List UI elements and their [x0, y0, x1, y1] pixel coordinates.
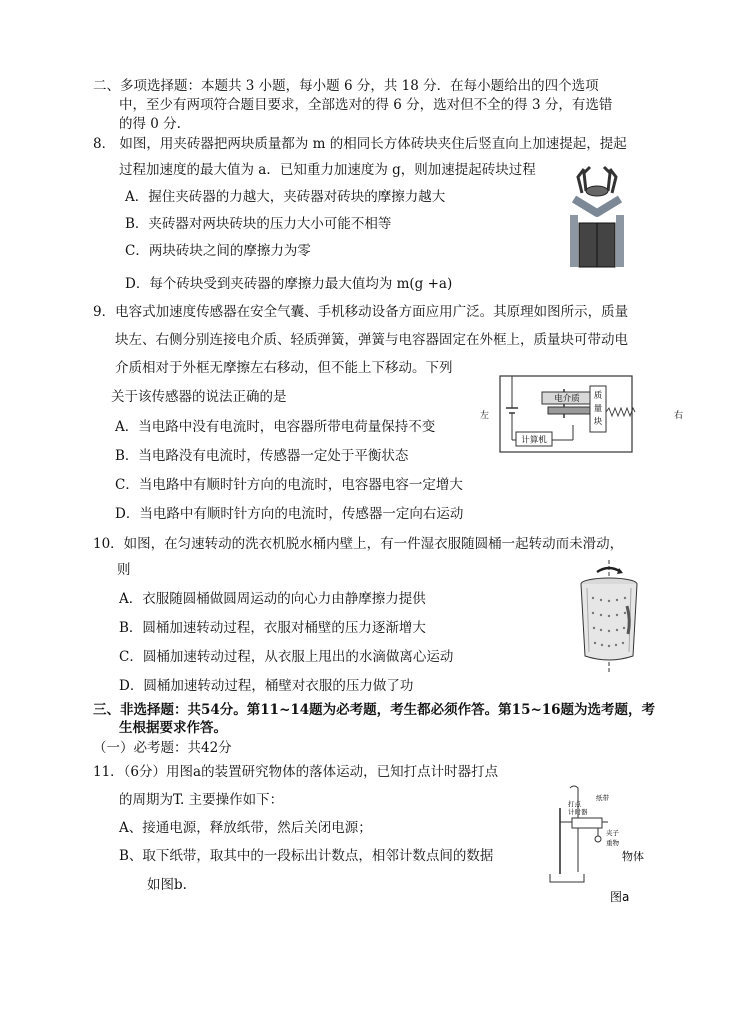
weight-label: 重物: [606, 839, 619, 847]
section2-title-line3: 的得 0 分.: [119, 116, 181, 132]
q9-option-a: A．当电路中没有电流时，电容器所带电荷量保持不变: [115, 419, 436, 435]
brick-clamp-figure: [568, 165, 630, 271]
q9-option-d: D．当电路中有顺时针方向的电流时，传感器一定向右运动: [115, 506, 464, 522]
q8-option-d: D．每个砖块受到夹砖器的摩擦力最大值均为 m(g +a): [125, 276, 453, 292]
accelerometer-figure: [478, 372, 690, 454]
tape-label: 纸带: [596, 794, 609, 802]
object-label: 物体: [622, 850, 644, 863]
q11-step-b-line2: 如图b.: [147, 877, 187, 893]
q8-option-c: C．两块砖块之间的摩擦力为零: [125, 243, 311, 259]
q9-stem-line1: 9．电容式加速度传感器在安全气囊、手机移动设备方面应用广泛。其原理如图所示，质量: [93, 304, 629, 320]
q8-stem-line2: 过程加速度的最大值为 a．已知重力加速度为 g，则加速提起砖块过程: [119, 162, 536, 178]
clip-label: 夹子: [606, 829, 619, 837]
q8-option-a: A．握住夹砖器的力越大，夹砖器对砖块的摩擦力越大: [125, 189, 446, 205]
section3-subtitle: （一）必考题：共42分: [93, 740, 232, 756]
timer-label-1: 打点: [568, 800, 581, 808]
washing-drum-figure: [573, 558, 645, 676]
q9-stem-line2: 块左、右侧分别连接电介质、轻质弹簧，弹簧与电容器固定在外框上，质量块可带动电: [115, 332, 628, 348]
left-label: 左: [480, 411, 490, 421]
free-fall-apparatus-figure: [540, 782, 680, 906]
q9-option-b: B．当电路没有电流时，传感器一定处于平衡状态: [115, 448, 409, 464]
q10-stem-line1: 10．如图，在匀速转动的洗衣机脱水桶内壁上，有一件湿衣服随圆桶一起转动而未滑动，: [93, 536, 624, 552]
q9-stem-line4: 关于该传感器的说法正确的是: [111, 389, 287, 405]
figure-a-caption: 图a: [610, 890, 630, 904]
mass-label-3: 块: [593, 417, 603, 427]
q11-stem-line2: 的周期为T. 主要操作如下：: [119, 792, 284, 808]
q10-option-d: D．圆桶加速转动过程，桶壁对衣服的压力做了功: [119, 678, 414, 694]
section3-title-line2: 生根据要求作答。: [119, 720, 227, 736]
section2-title-line1: 二、多项选择题：本题共 3 小题，每小题 6 分，共 18 分．在每小题给出的四个选项: [93, 78, 599, 94]
q9-stem-line3: 介质相对于外框无摩擦左右移动，但不能上下移动。下列: [115, 360, 453, 376]
mass-label-1: 质: [593, 391, 603, 401]
right-label: 右: [674, 411, 684, 421]
q10-stem-line2: 则: [117, 562, 131, 578]
q9-option-c: C．当电路中有顺时针方向的电流时，电容器电容一定增大: [115, 477, 463, 493]
mass-label-2: 量: [593, 404, 603, 414]
q10-option-a: A．衣服随圆桶做圆周运动的向心力由静摩擦力提供: [119, 591, 426, 607]
q10-option-c: C．圆桶加速转动过程，从衣服上甩出的水滴做离心运动: [119, 649, 454, 665]
q8-option-b: B．夹砖器对两块砖块的压力大小可能不相等: [125, 216, 392, 232]
timer-label-2: 计时器: [568, 808, 588, 816]
q8-stem-line1: 8． 如图，用夹砖器把两块质量都为 m 的相同长方体砖块夹住后竖直向上加速提起，提起: [93, 136, 627, 152]
q11-step-a: A、接通电源，释放纸带，然后关闭电源；: [119, 820, 372, 836]
q11-stem-line1: 11．（6分）用图a的装置研究物体的落体运动，已知打点计时器打点: [93, 764, 499, 780]
section2-title-line2: 中，至少有两项符合题目要求，全部选对的得 6 分，选对但不全的得 3 分，有选错: [119, 97, 613, 113]
computer-label: 计算机: [521, 435, 547, 446]
section3-title-line1: 三、非选择题：共54分。第11~14题为必考题，考生都必须作答。第15~16题为选考题，考: [93, 702, 656, 718]
dielectric-label: 电介质: [554, 394, 580, 404]
q10-option-b: B．圆桶加速转动过程，衣服对桶壁的压力逐渐增大: [119, 620, 426, 636]
q11-step-b-line1: B、取下纸带，取其中的一段标出计数点，相邻计数点间的数据: [119, 848, 494, 864]
